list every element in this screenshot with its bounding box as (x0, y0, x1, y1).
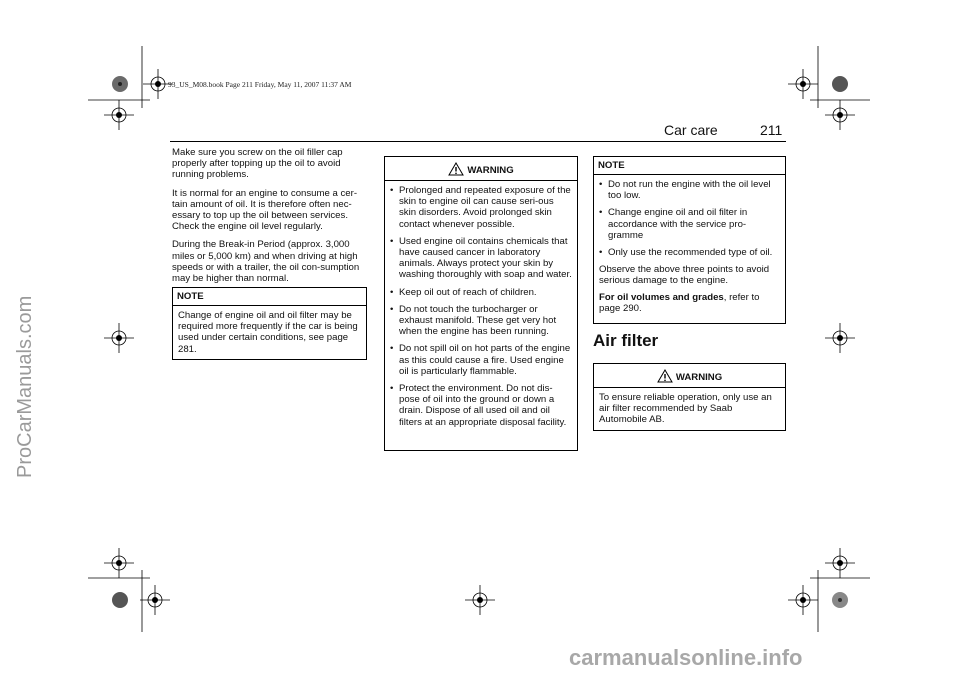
warning-title: WARNING (467, 165, 514, 176)
list-item: • Prolonged and repeated exposure of the skin to engine oil can cause seri-ous skin disorders. Avoid prolonged skin contact whenever possible. (390, 185, 572, 230)
list-item: • Do not run the engine with the oil level too low. (599, 179, 780, 201)
reference-bold: For oil volumes and grades (599, 291, 724, 303)
warning-header (594, 364, 785, 388)
list-item: • Keep oil out of reach of children. (390, 287, 572, 298)
list-item: • Change engine oil and oil filter in accordance with the service pro-gramme (599, 207, 780, 241)
crosshair-icon (104, 323, 134, 353)
warning-box (593, 363, 786, 431)
list-item: • Do not touch the turbocharger or exhaust manifold. These get very hot when the engine has been running. (390, 304, 572, 338)
crosshair-icon (465, 585, 495, 615)
crosshair-icon (825, 548, 855, 578)
color-dot-top-right (830, 74, 850, 99)
crosshair-icon (825, 323, 855, 353)
crosshair-mark-bottom-right (788, 585, 818, 620)
color-dot-top-left (110, 74, 130, 99)
crosshair-icon (788, 69, 818, 99)
warning-triangle-icon (657, 369, 673, 383)
color-dot-bottom-right (830, 590, 850, 615)
crosshair-icon (140, 585, 170, 615)
crosshair-icon (788, 585, 818, 615)
list-item: • Used engine oil contains chemicals that have caused cancer in laboratory animals. Always protect your skin by washing thoroughly with soap and water. (390, 236, 572, 281)
crosshair-mark-bottom-center (465, 585, 495, 620)
warning-box (384, 156, 578, 451)
crosshair-icon (104, 100, 134, 130)
crosshair-mark-upper-right (825, 100, 855, 135)
warning-body: To ensure reliable operation, only use an air filter recommended by Saab Automobile AB. (599, 392, 772, 426)
warning-triangle-icon (448, 162, 464, 176)
note-reference (599, 292, 780, 314)
file-info: 93_US_M08.book Page 211 Friday, May 11, 2007 11:37 AM (168, 80, 352, 89)
watermark-left: ProCarManuals.com (14, 295, 36, 478)
crosshair-icon (104, 548, 134, 578)
crosshair-mark-upper-left (104, 100, 134, 135)
note-title: NOTE (173, 288, 366, 306)
warning-body (385, 181, 577, 438)
note-paragraph: Observe the above three points to avoid serious damage to the engine. (599, 264, 770, 287)
reference-rest: , refer to page 290. (599, 291, 760, 314)
list-item: • Do not spill oil on hot parts of the engine as this could cause a fire. Used engine oil is particularly flammable. (390, 343, 572, 377)
paragraph: It is normal for an engine to consume a cer-tain amount of oil. It is therefore often nec-essary to top up the oil between services. Check the engine oil level regularly. (172, 187, 358, 233)
note-box (593, 156, 786, 324)
warning-title: WARNING (675, 372, 723, 383)
note-body: Change of engine oil and oil filter may be required more frequently if the car is being used under certain conditions, see page 281. (178, 310, 358, 355)
section-heading: Air filter (593, 331, 659, 350)
page-number: 211 (760, 122, 783, 138)
crosshair-mark-top-right (788, 69, 818, 104)
crosshair-mark-lower-left (104, 548, 134, 583)
list-item: • Protect the environment. Do not dis-pose of oil into the ground or down a drain. Dispose of all used oil and oil filters at an appropriate disposal facility. (390, 383, 572, 428)
crosshair-icon (825, 100, 855, 130)
paragraph: Make sure you screw on the oil filler cap properly after topping up the oil to avoid running problems. (172, 147, 343, 181)
crosshair-mark-mid-right (825, 323, 855, 358)
header-rule (170, 141, 786, 142)
paragraph: During the Break-in Period (approx. 3,000 miles or 5,000 km) and when driving at high speeds or with a trailer, the oil con-sumption may be higher than normal. (172, 239, 360, 285)
note-box (172, 287, 367, 360)
crosshair-mark-lower-right (825, 548, 855, 583)
note-body (594, 175, 785, 323)
crosshair-mark-bottom-left (140, 585, 170, 620)
crosshair-mark-mid-left (104, 323, 134, 358)
running-header-section: Car care (664, 122, 718, 138)
list-item: • Only use the recommended type of oil. (599, 247, 780, 258)
note-title: NOTE (594, 157, 785, 175)
color-dot-bottom-left (110, 590, 130, 615)
column-1 (172, 147, 368, 291)
warning-header (385, 157, 577, 181)
watermark-bottom: carmanualsonline.info (569, 645, 803, 670)
